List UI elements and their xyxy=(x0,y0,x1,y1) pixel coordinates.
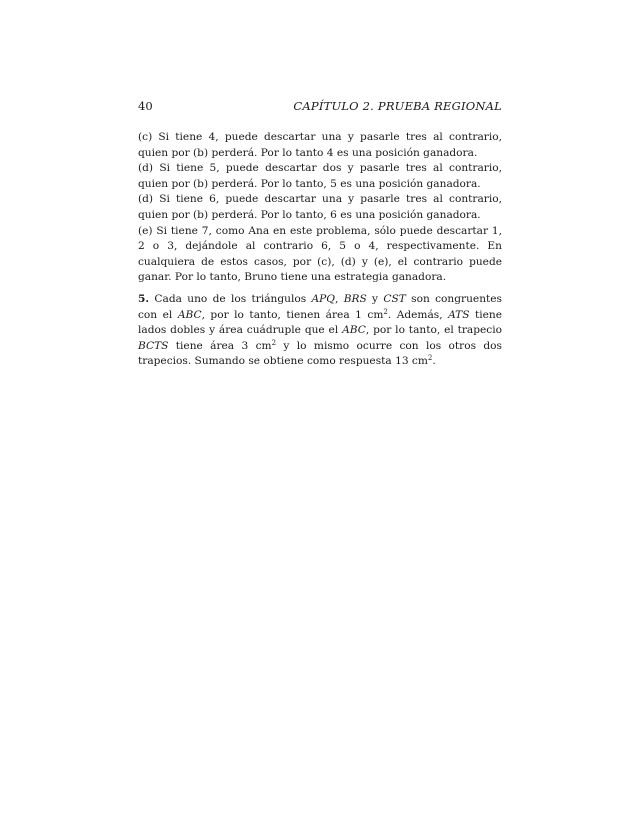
page-header xyxy=(138,99,502,115)
problem-5-text: . xyxy=(432,355,436,368)
math-ats: ATS xyxy=(448,308,470,321)
problem-5-text: . Además, xyxy=(387,308,449,321)
problem-5-text: , xyxy=(334,292,344,305)
math-apq: APQ xyxy=(311,292,335,305)
exponent: 2 xyxy=(383,307,388,316)
body-text xyxy=(138,130,502,370)
running-head: CAPÍTULO 2. PRUEBA REGIONAL xyxy=(293,99,502,113)
problem-5-text: , por lo tanto, tienen área 1 cm xyxy=(201,308,384,321)
problem-number: 5. xyxy=(138,292,150,305)
problem-5-text: tiene área 3 cm xyxy=(168,339,272,352)
case-d2-paragraph: (d) Si tiene 6, puede descartar una y pasarle tres al contrario, quien por (b) perderá. Por lo tanto, 6 es una posición ganadora. xyxy=(138,193,502,221)
exponent: 2 xyxy=(427,354,433,363)
problem-5-text: tiene lados dobles y área cuádruple que el xyxy=(138,308,503,337)
case-c-paragraph: (c) Si tiene 4, puede descartar una y pasarle tres al contrario, quien por (b) perderá. Por lo tanto 4 es una posición ganadora. xyxy=(138,131,502,159)
math-abc: ABC xyxy=(177,308,202,321)
problem-5-text: , por lo tanto, el trapecio xyxy=(365,324,502,337)
math-bcts: BCTS xyxy=(138,339,169,352)
exponent: 2 xyxy=(271,338,277,347)
problem-5-text: y lo mismo ocurre con los otros dos trapecios. Sumando se obtiene como respuesta 13 cm xyxy=(138,339,502,368)
case-e-paragraph: (e) Si tiene 7, como Ana en este problema, sólo puede descartar 1, 2 o 3, dejándole al contrario 6, 5 o 4, respectivamente. En cualquiera de estos casos, por (c), (d) y (e), el contrario puede ganar. Por lo tanto, Bruno tiene una estrategia ganadora. xyxy=(138,224,502,284)
problem-5-text: Cada uno de los triángulos xyxy=(149,292,312,305)
math-brs: BRS xyxy=(343,292,367,305)
math-abc: ABC xyxy=(342,324,366,337)
problem-5-text: y xyxy=(366,292,384,305)
problem-5-paragraph xyxy=(138,292,502,370)
page-number: 40 xyxy=(138,99,153,113)
math-cst: CST xyxy=(383,292,406,305)
problem-5-text: son congruentes con el xyxy=(138,292,502,321)
case-d-paragraph: (d) Si tiene 5, puede descartar dos y pasarle tres al contrario, quien por (b) perderá. Por lo tanto, 5 es una posición ganadora. xyxy=(138,162,502,190)
